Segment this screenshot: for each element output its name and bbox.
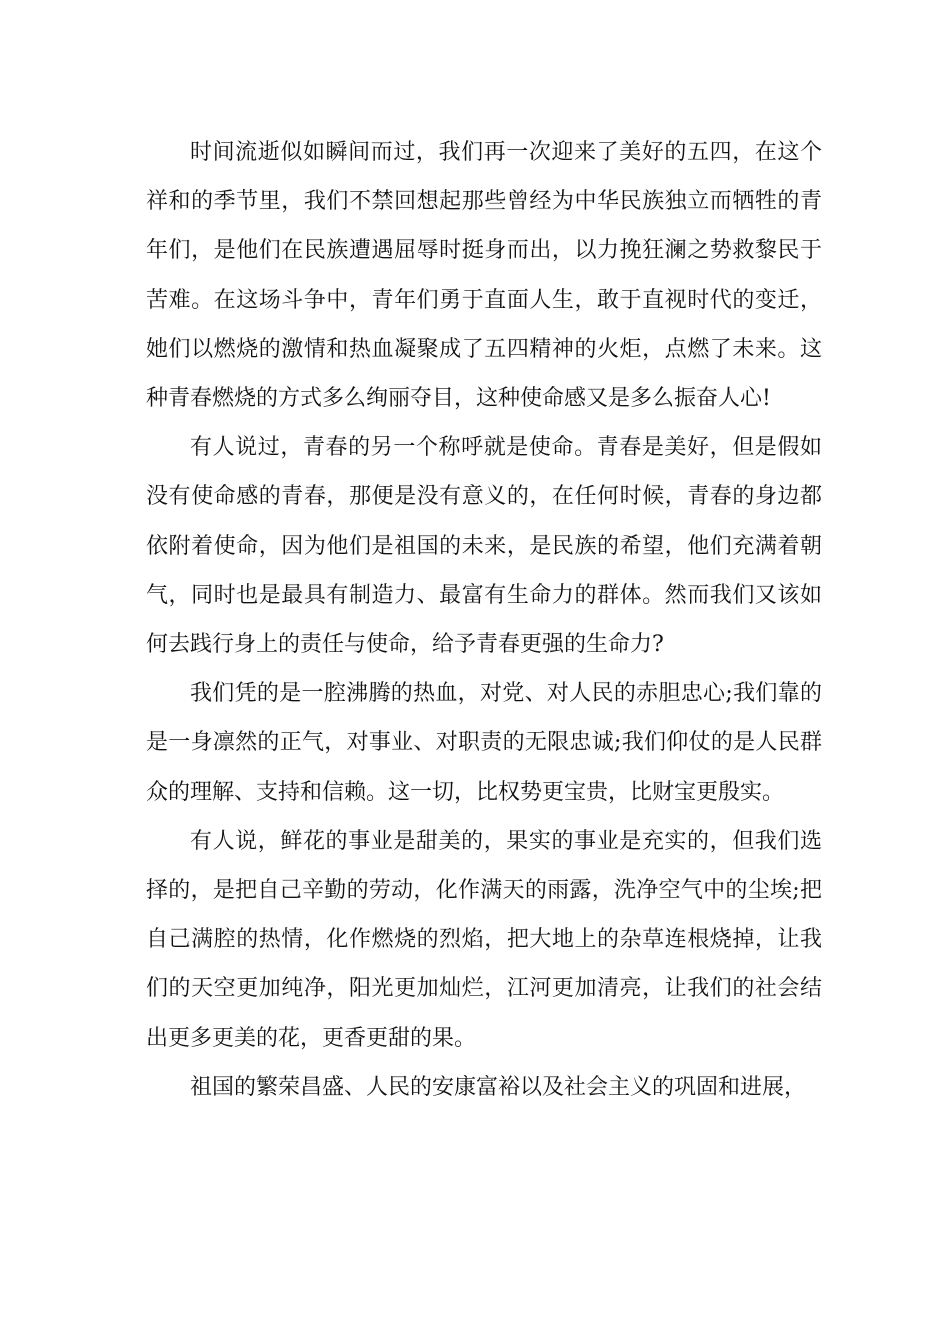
paragraph-4: 有人说，鲜花的事业是甜美的，果实的事业是充实的，但我们选择的，是把自己辛勤的劳动，化作满天的雨露，洗净空气中的尘埃;把自己满腔的热情，化作燃烧的烈焰，把大地上的杂草连根烧掉，让我们的天空更加纯净，阳光更加灿烂，江河更加清亮，让我们的社会结出更多更美的花，更香更甜的果。 <box>146 828 822 1051</box>
paragraph-3: 我们凭的是一腔沸腾的热血，对党、对人民的赤胆忠心;我们靠的是一身凛然的正气，对事业、对职责的无限忠诚;我们仰仗的是人民群众的理解、支持和信赖。这一切，比权势更宝贵，比财宝更殷实。 <box>146 681 822 805</box>
paragraph-2: 有人说过，青春的另一个称呼就是使命。青春是美好，但是假如没有使命感的青春，那便是没有意义的，在任何时候，青春的身边都依附着使命，因为他们是祖国的未来，是民族的希望，他们充满着朝气，同时也是最具有制造力、最富有生命力的群体。然而我们又该如何去践行身上的责任与使命，给予青春更强的生命力? <box>146 435 822 658</box>
paragraph-5: 祖国的繁荣昌盛、人民的安康富裕以及社会主义的巩固和进展， <box>190 1074 807 1100</box>
paragraph-1: 时间流逝似如瞬间而过，我们再一次迎来了美好的五四，在这个祥和的季节里，我们不禁回想起那些曾经为中华民族独立而牺牲的青年们，是他们在民族遭遇屈辱时挺身而出，以力挽狂澜之势救黎民于苦难。在这场斗争中，青年们勇于直面人生，敢于直视时代的变迁，她们以燃烧的激情和热血凝聚成了五四精神的火炬，点燃了未来。这种青春燃烧的方式多么绚丽夺目，这种使命感又是多么振奋人心! <box>146 140 822 412</box>
document-body <box>146 128 822 1112</box>
